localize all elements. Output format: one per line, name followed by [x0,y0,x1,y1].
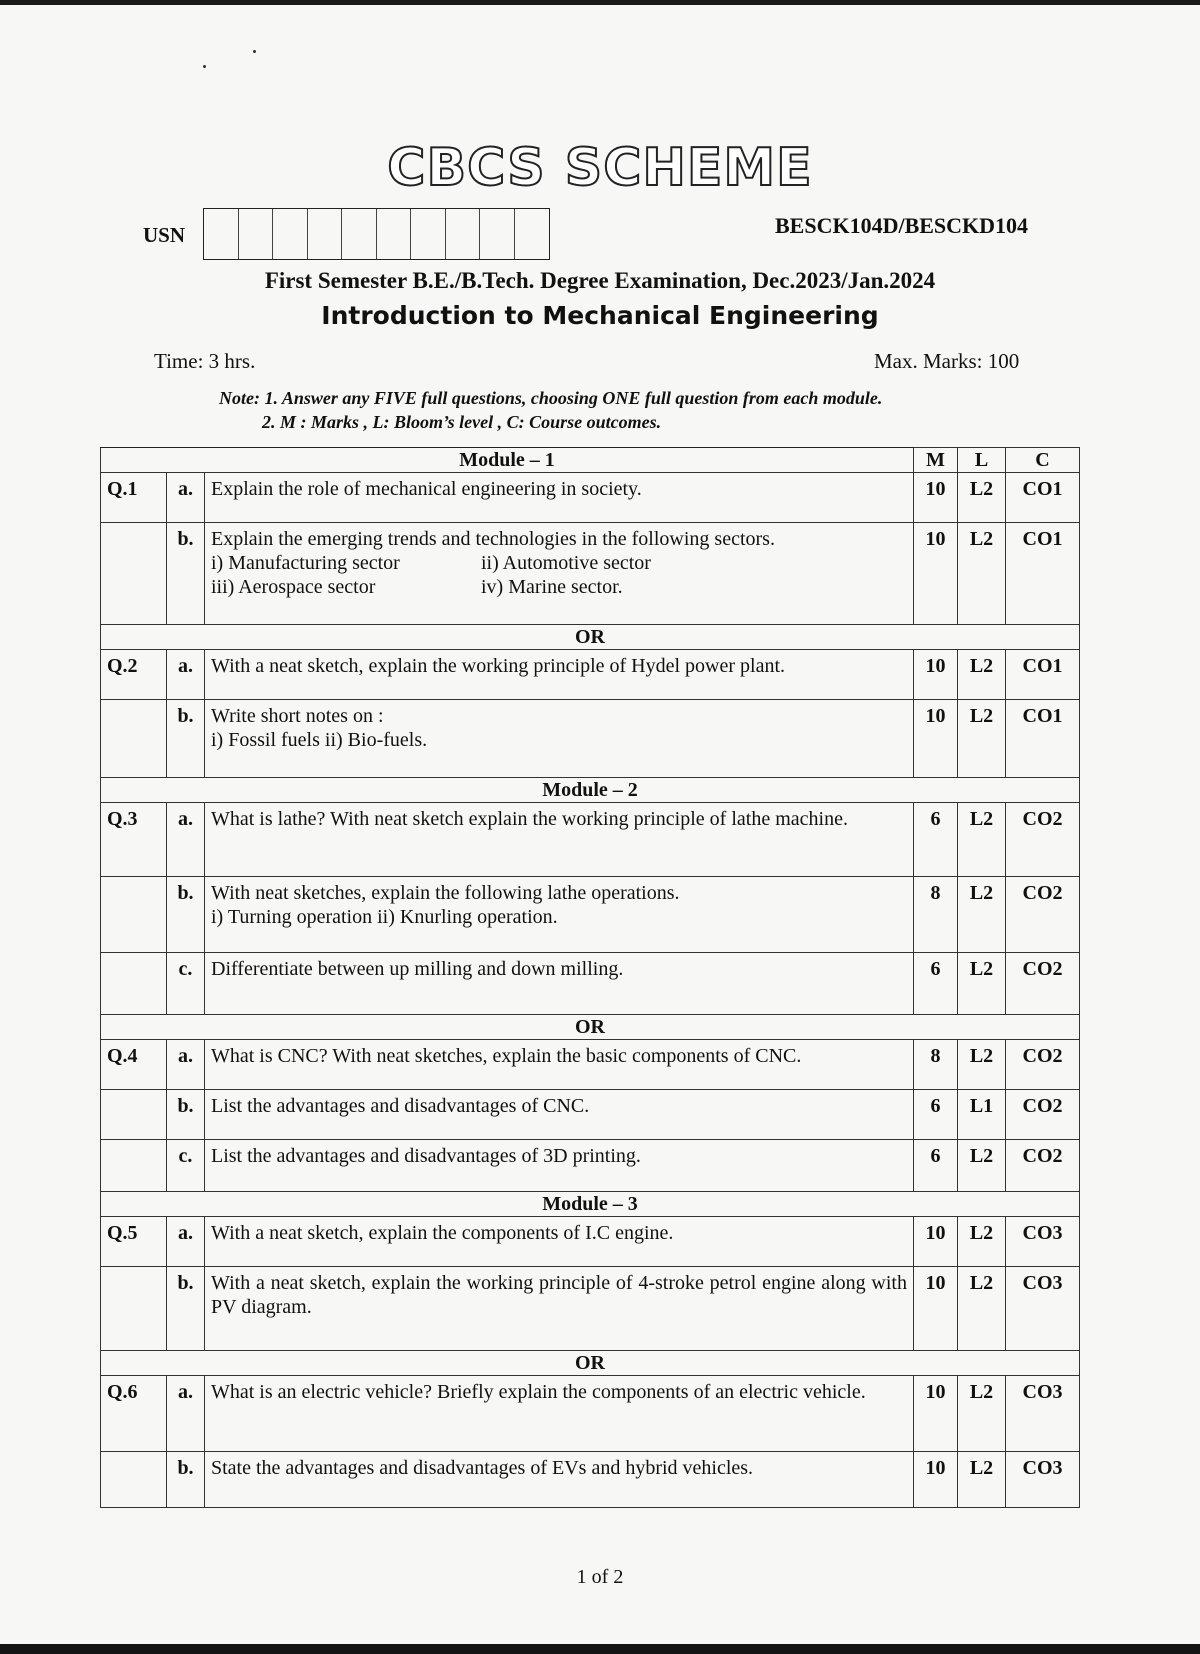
question-text: List the advantages and disadvantages of 3D printing. [205,1140,914,1192]
question-number: Q.3 [101,803,167,877]
table-row [101,1452,1080,1508]
blooms-level: L2 [958,1452,1006,1508]
question-text: Explain the role of mechanical engineering in society. [205,473,914,523]
or-divider: OR [101,625,1080,650]
or-row [101,1351,1080,1376]
marks: 10 [914,1452,958,1508]
usn-digit-box[interactable] [446,209,481,259]
blooms-level: L2 [958,953,1006,1015]
marks: 6 [914,1140,958,1192]
sub-question-label: a. [167,803,205,877]
module-header-row [101,448,1080,473]
max-marks: Max. Marks: 100 [874,349,1020,373]
sub-question-label: b. [167,1452,205,1508]
col-outcome-header: C [1006,448,1080,473]
instructions-note [219,386,882,434]
usn-digit-box[interactable] [308,209,343,259]
question-text [205,877,914,953]
question-number-empty [101,1140,167,1192]
sub-question-label: b. [167,1090,205,1140]
marks: 6 [914,1090,958,1140]
question-text: With a neat sketch, explain the components of I.C engine. [205,1217,914,1267]
table-row [101,523,1080,625]
question-number-empty [101,1267,167,1351]
sub-question-label: b. [167,523,205,625]
blooms-level: L2 [958,700,1006,778]
scan-edge-top [0,0,1200,5]
question-number: Q.2 [101,650,167,700]
question-number: Q.1 [101,473,167,523]
question-text-line: With neat sketches, explain the following lathe operations. [211,882,680,904]
table-row [101,650,1080,700]
question-text: What is CNC? With neat sketches, explain the basic components of CNC. [205,1040,914,1090]
col-level-header: L [958,448,1006,473]
blooms-level: L2 [958,1040,1006,1090]
blooms-level: L2 [958,803,1006,877]
blooms-level: L2 [958,473,1006,523]
option: iii) Aerospace sector [211,576,376,598]
module-1-heading: Module – 1 [101,448,914,473]
scan-speck [253,50,256,53]
course-outcome: CO1 [1006,700,1080,778]
module-header-row [101,778,1080,803]
marks: 10 [914,473,958,523]
course-outcome: CO1 [1006,523,1080,625]
scan-edge-bottom [0,1644,1200,1654]
or-divider: OR [101,1015,1080,1040]
question-number-empty [101,700,167,778]
table-row [101,1090,1080,1140]
or-row [101,1015,1080,1040]
question-text [205,700,914,778]
usn-entry-boxes[interactable] [203,208,550,260]
marks: 6 [914,803,958,877]
usn-digit-box[interactable] [273,209,308,259]
question-text: Differentiate between up milling and down milling. [205,953,914,1015]
blooms-level: L2 [958,650,1006,700]
question-number-empty [101,1090,167,1140]
table-row [101,953,1080,1015]
module-2-heading: Module – 2 [101,778,1080,803]
question-text: What is an electric vehicle? Briefly explain the components of an electric vehicle. [205,1376,914,1452]
course-outcome: CO3 [1006,1217,1080,1267]
sub-question-label: a. [167,1040,205,1090]
question-text: List the advantages and disadvantages of CNC. [205,1090,914,1140]
marks: 10 [914,1376,958,1452]
option: i) Manufacturing sector [211,552,400,574]
course-outcome: CO3 [1006,1452,1080,1508]
scheme-stamp: CBCS SCHEME [387,138,813,198]
question-number: Q.5 [101,1217,167,1267]
scan-speck [203,65,206,68]
course-outcome: CO2 [1006,953,1080,1015]
question-number-empty [101,877,167,953]
subject-code: BESCK104D/BESCKD104 [775,213,1029,238]
table-row [101,1267,1080,1351]
blooms-level: L2 [958,877,1006,953]
blooms-level: L1 [958,1090,1006,1140]
table-row [101,1376,1080,1452]
table-row [101,1217,1080,1267]
blooms-level: L2 [958,1376,1006,1452]
sub-question-label: a. [167,1376,205,1452]
question-table [100,447,1080,1508]
page-number: 1 of 2 [576,1566,624,1588]
question-text-line: i) Turning operation ii) Knurling operation. [211,906,558,928]
usn-digit-box[interactable] [239,209,274,259]
blooms-level: L2 [958,523,1006,625]
blooms-level: L2 [958,1267,1006,1351]
usn-digit-box[interactable] [515,209,550,259]
usn-digit-box[interactable] [342,209,377,259]
question-number-empty [101,523,167,625]
sub-question-label: a. [167,473,205,523]
blooms-level: L2 [958,1217,1006,1267]
marks: 8 [914,877,958,953]
marks: 8 [914,1040,958,1090]
marks: 10 [914,523,958,625]
course-outcome: CO2 [1006,803,1080,877]
question-number: Q.6 [101,1376,167,1452]
table-row [101,803,1080,877]
course-outcome: CO2 [1006,1140,1080,1192]
course-outcome: CO2 [1006,1040,1080,1090]
course-outcome: CO3 [1006,1267,1080,1351]
option-line [211,575,907,599]
subject-title: Introduction to Mechanical Engineering [321,301,879,330]
question-text: State the advantages and disadvantages of EVs and hybrid vehicles. [205,1452,914,1508]
marks: 10 [914,1217,958,1267]
course-outcome: CO2 [1006,1090,1080,1140]
marks: 10 [914,700,958,778]
sub-question-label: a. [167,1217,205,1267]
course-outcome: CO3 [1006,1376,1080,1452]
note-line-2: 2. M : Marks , L: Bloom’s level , C: Course outcomes. [262,412,662,432]
course-outcome: CO1 [1006,473,1080,523]
usn-digit-box[interactable] [480,209,515,259]
usn-label: USN [143,223,186,247]
sub-question-label: b. [167,877,205,953]
course-outcome: CO2 [1006,877,1080,953]
option: iv) Marine sector. [481,576,623,598]
question-text-line: i) Fossil fuels ii) Bio-fuels. [211,729,428,751]
question-text: What is lathe? With neat sketch explain the working principle of lathe machine. [205,803,914,877]
question-text: With a neat sketch, explain the working principle of 4-stroke petrol engine along with PV diagram. [205,1267,914,1351]
col-marks-header: M [914,448,958,473]
table-row [101,700,1080,778]
sub-question-label: b. [167,1267,205,1351]
course-outcome: CO1 [1006,650,1080,700]
marks: 10 [914,650,958,700]
question-text-line: Write short notes on : [211,705,384,727]
marks: 10 [914,1267,958,1351]
question-text-line: Explain the emerging trends and technologies in the following sectors. [211,528,775,550]
or-divider: OR [101,1351,1080,1376]
exam-title: First Semester B.E./B.Tech. Degree Examination, Dec.2023/Jan.2024 [264,268,936,293]
module-header-row [101,1192,1080,1217]
question-text [205,523,914,625]
question-number: Q.4 [101,1040,167,1090]
table-row [101,1040,1080,1090]
usn-digit-box[interactable] [204,209,239,259]
sub-question-label: c. [167,953,205,1015]
question-number-empty [101,1452,167,1508]
option-line [211,551,907,575]
note-line-1: Note: 1. Answer any FIVE full questions, choosing ONE full question from each module. [219,388,883,408]
or-row [101,625,1080,650]
table-row [101,473,1080,523]
usn-digit-box[interactable] [377,209,412,259]
option: ii) Automotive sector [481,552,651,574]
blooms-level: L2 [958,1140,1006,1192]
question-number-empty [101,953,167,1015]
table-row [101,1140,1080,1192]
question-text: With a neat sketch, explain the working principle of Hydel power plant. [205,650,914,700]
sub-question-label: c. [167,1140,205,1192]
table-row [101,877,1080,953]
usn-digit-box[interactable] [411,209,446,259]
sub-question-label: b. [167,700,205,778]
exam-duration: Time: 3 hrs. [154,349,256,373]
module-3-heading: Module – 3 [101,1192,1080,1217]
marks: 6 [914,953,958,1015]
sub-question-label: a. [167,650,205,700]
